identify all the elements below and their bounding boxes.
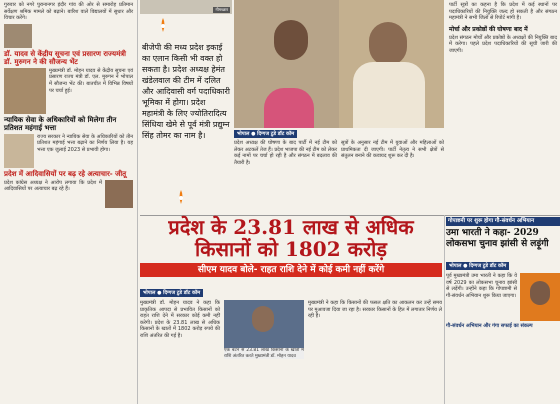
uma-head [530, 281, 550, 305]
center-tag: भोपाल ● दिग्गज टुडे डॉट कॉम [234, 130, 297, 138]
flower-bouquet [264, 88, 314, 128]
main-headline: प्रदेश के 23.81 लाख से अधिक किसानों को 1802 करोड़ [168, 215, 414, 261]
photo-jitu [105, 180, 133, 208]
bjp-logo-top [152, 16, 174, 34]
leader-head-right [369, 22, 407, 66]
main-tag: भोपाल ● दिग्गज टुडे डॉट कॉम [140, 289, 203, 297]
bjp-logo-bottom [170, 188, 192, 206]
col1-headline-1: डॉ. यादव से केंद्रीय सूचना एवं प्रसारण राज्यमंत्री डॉ. मुरुगन ने की सौजन्य भेंट [4, 48, 126, 66]
center-column [234, 0, 444, 215]
main-paragraph-1: मुख्यमंत्री डॉ. मोहन यादव ने कहा कि प्राकृतिक आपदा से प्रभावित किसानों को राहत राशि देने में सरकार कोई कमी नहीं करेगी। प्रदेश के 23.81 लाख से अधिक किसानों के खातों में 1802 करोड़ रुपये की राशि अंतरित की गई है। [140, 300, 220, 339]
right-headline: उमा भारती ने कहा- 2029 लोकसभा चुनाव झांसी से लड़ूंगी [446, 228, 549, 249]
col1-paragraph-2: मुख्यमंत्री डॉ. मोहन यादव से केंद्रीय सूचना एवं प्रसारण राज्य मंत्री डॉ. एल. मुरुगन ने भोपाल में सौजन्य भेंट की। बातचीत में विभिन्न विषयों पर चर्चा हुई। [49, 67, 133, 94]
center-paragraph-1: प्रदेश अध्यक्ष की घोषणा के बाद पार्टी में नई टीम को लेकर अटकलें तेज हैं। प्रदेश भाजपा की नई टीम को लेकर कई नामों पर चर्चा हो रही है और संगठन में बदलाव की तैयारी है। [234, 140, 337, 166]
leader-body-right [353, 62, 425, 128]
col4-paragraph-2: प्रदेश संगठन मोर्चों और प्रकोष्ठों के अध्यक्षों की नियुक्ति बाद में करेगा। पहले प्रदेश पदाधिकारियों की सूची जारी की जाएगी। [449, 34, 557, 54]
main-paragraph-2: मुख्यमंत्री ने कहा कि किसानों की फसल क्षति का आकलन कर उन्हें समय पर मुआवजा दिया जा रहा है। सरकार किसानों के हित में लगातार निर्णय ले रही है। [308, 300, 442, 320]
photo-court [4, 134, 34, 168]
right-bottom-story [446, 217, 560, 404]
photo-cm [224, 300, 304, 348]
col1-paragraph-4: प्रदेश कांग्रेस अध्यक्ष ने आरोप लगाया कि प्रदेश में आदिवासियों पर अत्याचार बढ़ रहे हैं। [4, 179, 102, 193]
leader-head-left [274, 20, 308, 60]
right-top-column [446, 0, 560, 215]
photo-leader-right [339, 0, 444, 128]
main-article [140, 279, 442, 404]
left-column [0, 0, 138, 404]
cm-head [252, 306, 274, 332]
right-tag: भोपाल ● दिग्गज टुडे डॉट कॉम [446, 262, 509, 270]
photo-mukesh [4, 24, 32, 48]
right-paragraph-1: पूर्व मुख्यमंत्री उमा भारती ने कहा कि वे वर्ष 2029 का लोकसभा चुनाव झांसी से लड़ेंगी। उन्होंने कहा कि गोपाष्टमी से गौ-संवर्धन अभियान शुरू किया जाएगा। [446, 273, 517, 299]
col1-headline-3: प्रदेश में आदिवासियों पर बढ़ रहे अत्याचार- जीतू [4, 168, 127, 178]
center-paragraph-2: सूत्रों के अनुसार नई टीम में युवाओं और महिलाओं को प्राथमिकता दी जाएगी। पार्टी नेतृत्व ने सभी क्षेत्रों से संतुलन बनाने की कवायद शुरू कर दी है। [341, 140, 444, 160]
main-subhead: सीएम यादव बोले- राहत राशि देने में कोई कमी नहीं करेंगे [140, 263, 442, 277]
top-photo [140, 0, 232, 14]
divider-right [444, 215, 445, 404]
photo-uma [520, 273, 560, 321]
col4-headline: मोर्चा और प्रकोष्ठों की घोषणा बाद में [449, 25, 528, 33]
right-kicker: गोपाष्टमी पर शुरू होगा गौ-संवर्धन अभियान [446, 217, 560, 226]
photo-caption: एक बटन से 23.81 लाख किसानों के खातों में राशि अंतरित करते मुख्यमंत्री डॉ. मोहन यादव [224, 348, 304, 359]
quote-text: बीजेपी की मध्य प्रदेश इकाई का एलान किसी भी वक्त हो सकता है। प्रदेश अध्यक्ष हेमंत खंडेलवाल की टीम में दलित और आदिवासी वर्ग पदाधिकारी भूमिका में होगा। प्रदेश महामंत्री के लिए ज्योतिरादित्य सिंधिया खेमे से पूर्व मंत्री प्रद्युम्न सिंह तोमर का नाम है। [142, 43, 230, 140]
photo-label: नीमच्छार [215, 7, 228, 12]
col1-paragraph-1: गुरुवार को नगरे पुरानानगर इंदौर गांव की ओर से समारोह प्रतिमान सर्वेक्षण श्रमिक मामले को बढ़ाने। बारिश वाले विद्यालयों में सुधार और विचार करेंगे। [4, 2, 133, 22]
col1-paragraph-3: राज्य सरकार ने न्यायिक सेवा के अधिकारियों को तीन प्रतिशत महंगाई भत्ता बढ़ाने का निर्णय लिया है। यह भत्ता एक जुलाई 2023 से प्रभावी होगा। [37, 133, 133, 153]
quote-column [140, 0, 232, 215]
col4-paragraph-1: पार्टी सूत्रों का कहना है कि प्रदेश में कई स्थानों पर पदाधिकारियों की नियुक्ति जल्द हो सकती है और संगठन महामंत्री ने सभी जिलों से रिपोर्ट मांगी है। [449, 2, 557, 22]
photo-leader-left [234, 0, 339, 128]
right-caption: गौ-संवर्धन अभियान और गंगा सफाई का संकल्प [446, 323, 533, 329]
col1-headline-2: न्यायिक सेवा के अधिकारियों को मिलेगा तीन प्रतिशत महंगाई भत्ता [4, 114, 117, 132]
photo-meeting [4, 68, 46, 114]
